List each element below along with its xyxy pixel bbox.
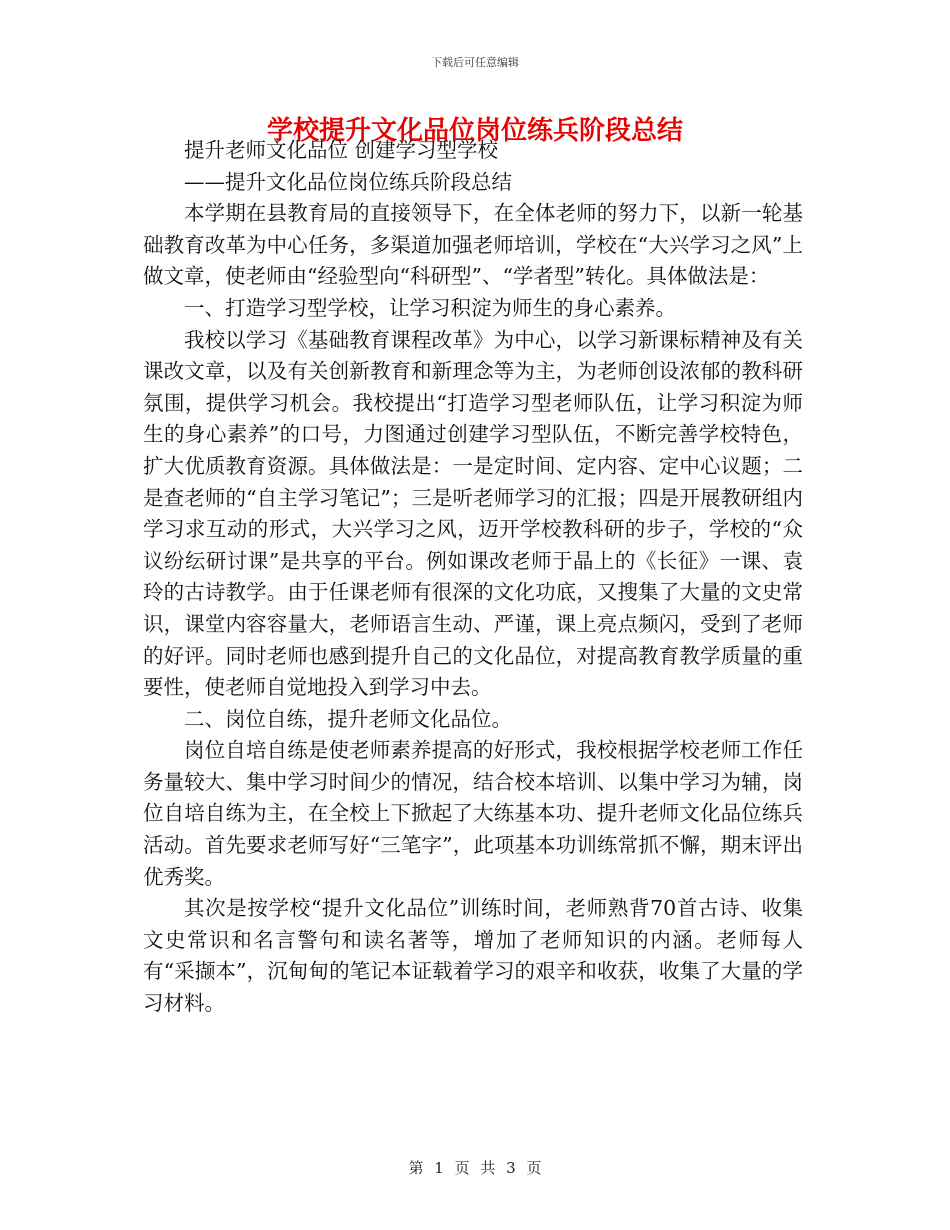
section-heading-2: 二、岗位自练，提升老师文化品位。	[184, 706, 512, 731]
document-body	[143, 135, 803, 1020]
paragraph-intro: 本学期在县教育局的直接领导下，在全体老师的努力下，以新一轮基础教育改革为中心任务，多渠道加强老师培训，学校在“大兴学习之风”上做文章，使老师由“经验型向“科研型”、“学者型”转化。具体做法是：	[143, 201, 803, 289]
paragraph-section-2: 岗位自培自练是使老师素养提高的好形式，我校根据学校老师工作任务量较大、集中学习时间少的情况，结合校本培训、以集中学习为辅，岗位自培自练为主，在全校上下掀起了大练基本功、提升老师文化品位练兵活动。首先要求老师写好“三笔字”，此项基本功训练常抓不懈，期末评出优秀奖。	[143, 738, 803, 889]
document-subtitle-2: ——提升文化品位岗位练兵阶段总结	[184, 169, 512, 194]
page-footer: 第 1 页 共 3 页	[408, 1159, 542, 1177]
document-subtitle-1: 提升老师文化品位 创建学习型学校	[184, 138, 499, 162]
section-heading-1: 一、打造学习型学校，让学习积淀为师生的身心素养。	[184, 295, 676, 320]
header-note: 下载后可任意编辑	[431, 56, 519, 69]
paragraph-section-2-continued: 其次是按学校“提升文化品位”训练时间，老师熟背70首古诗、收集文史常识和名言警句和读名著等，增加了老师知识的内涵。老师每人有“采撷本”，沉甸甸的笔记本证载着学习的艰辛和收获，收集了大量的学习材料。	[143, 896, 803, 1016]
document-title: 学校提升文化品位岗位练兵阶段总结	[266, 116, 683, 146]
paragraph-section-1: 我校以学习《基础教育课程改革》为中心，以学习新课标精神及有关课改文章，以及有关创新教育和新理念等为主，为老师创设浓郁的教科研氛围，提供学习机会。我校提出“打造学习型老师队伍，让学习积淀为师生的身心素养”的口号，力图通过创建学习型队伍，不断完善学校特色，扩大优质教育资源。具体做法是：一是定时间、定内容、定中心议题；二是查老师的“自主学习笔记”；三是听老师学习的汇报；四是开展教研组内学习求互动的形式，大兴学习之风，迈开学校教科研的步子，学校的“众议纷纭研讨课”是共享的平台。例如课改老师于晶上的《长征》一课、袁玲的古诗教学。由于任课老师有很深的文化功底，又搜集了大量的文史常识，课堂内容容量大，老师语言生动、严谨，课上亮点频闪，受到了老师的好评。同时老师也感到提升自己的文化品位，对提高教育教学质量的重要性，使老师自觉地投入到学习中去。	[143, 327, 803, 700]
